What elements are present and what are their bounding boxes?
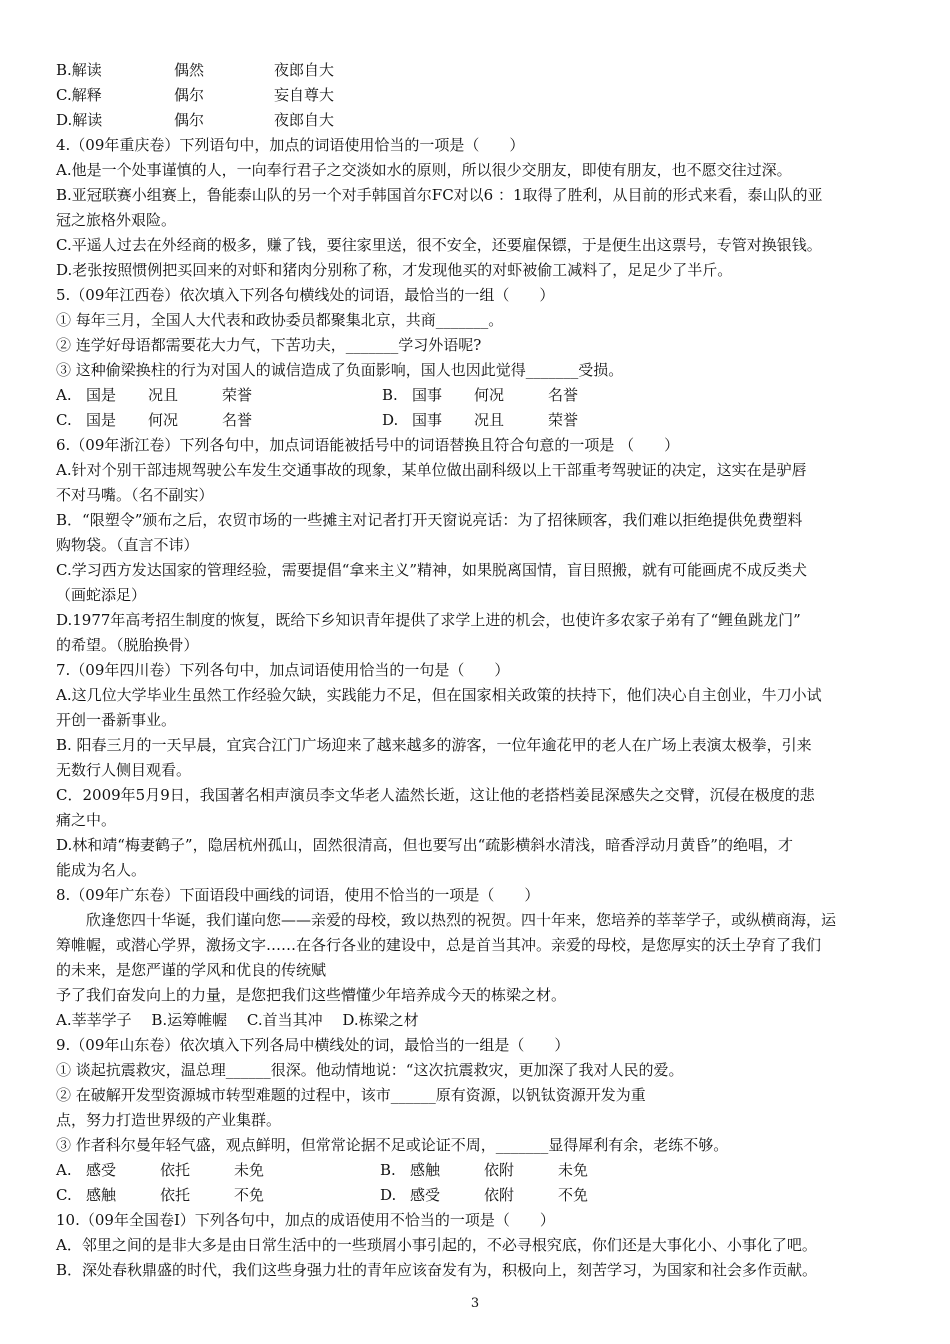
option-text: A.针对个别干部违规驾驶公车发生交通事故的现象，某单位做出副科级以上干部重考驾驶证的决定，这实在是驴唇	[56, 461, 807, 479]
passage-line: 予了我们奋发向上的力量，是您把我们这些懵懂少年培养成今天的栋梁之材。	[56, 986, 567, 1004]
question-stem: 8.（09年广东卷）下面语段中画线的词语，使用不恰当的一项是（ ）	[56, 886, 540, 904]
option-text: D.林和靖“梅妻鹤子”，隐居杭州孤山，固然很清高，但也要写出“疏影横斜水清浅，暗香浮动月黄昏”的绝唱，才	[56, 836, 793, 854]
option-row: C. 国是 何况 名誉 D. 国事 况且 荣誉	[56, 411, 579, 429]
sentence: ③ 作者科尔曼年轻气盛，观点鲜明，但常常论据不足或论证不周，_______显得犀利有余，老练不够。	[56, 1136, 729, 1154]
option-text: 不对马嘴。（名不副实）	[56, 486, 214, 504]
option-row: C.解释 偶尔 妄自尊大	[56, 86, 335, 104]
document-page	[56, 58, 896, 1283]
option-text: B．深处春秋鼎盛的时代，我们这些身强力壮的青年应该奋发有为，积极向上，刻苦学习，为国家和社会多作贡献。	[56, 1261, 818, 1279]
option-row: C. 感触 依托 不免 D. 感受 依附 不免	[56, 1186, 589, 1204]
option-text: 无数行人侧目观看。	[56, 761, 192, 779]
option-text: B.亚冠联赛小组赛上，鲁能泰山队的另一个对手韩国首尔FC对以6 ：1取得了胜利，从目前的形式来看，泰山队的亚	[56, 186, 823, 204]
option-text: C.平遥人过去在外经商的极多，赚了钱，要往家里送，很不安全，还要雇保镖，于是便生出这票号，专管对换银钱。	[56, 236, 822, 254]
option-text: B．“限塑令”颁布之后，农贸市场的一些摊主对记者打开天窗说亮话：为了招徕顾客，我们难以拒绝提供免费塑料	[56, 511, 803, 529]
option-row: A. 感受 依托 未免 B. 感触 依附 未免	[56, 1161, 589, 1179]
sentence: 点，努力打造世界级的产业集群。	[56, 1111, 282, 1129]
option-row: A.莘莘学子 B.运筹帷幄 C.首当其冲 D.栋梁之材	[56, 1011, 419, 1029]
question-stem: 10.（09年全国卷Ⅰ）下列各句中，加点的成语使用不恰当的一项是（ ）	[56, 1211, 555, 1229]
option-row: D.解读 偶尔 夜郎自大	[56, 111, 335, 129]
option-text: D.1977年高考招生制度的恢复，既给下乡知识青年提供了求学上进的机会，也使许多农家子弟有了“鲤鱼跳龙门”	[56, 611, 801, 629]
option-text: D.老张按照惯例把买回来的对虾和猪肉分别称了称，才发现他买的对虾被偷工减料了，足足少了半斤。	[56, 261, 733, 279]
sentence: ② 连学好母语都需要花大力气，下苦功夫，_______学习外语呢?	[56, 336, 482, 354]
question-stem: 9.（09年山东卷）依次填入下列各局中横线处的词，最恰当的一组是（ ）	[56, 1036, 570, 1054]
sentence: ② 在破解开发型资源城市转型难题的过程中，该市______原有资源，以钒钛资源开发为重	[56, 1086, 646, 1104]
question-stem: 5.（09年江西卷）依次填入下列各句横线处的词语，最恰当的一组（ ）	[56, 286, 555, 304]
option-text: 冠之旅格外艰险。	[56, 211, 177, 229]
option-text: 购物袋。（直言不讳）	[56, 536, 199, 554]
option-row: B.解读 偶然 夜郎自大	[56, 61, 335, 79]
option-text: C．2009年5月9日，我国著名相声演员李文华老人溘然长逝，这让他的老搭档姜昆深感失之交臂，沉侵在极度的悲	[56, 786, 815, 804]
passage-line: 欣逢您四十华诞，我们谨向您——亲爱的母校，致以热烈的祝贺。四十年来，您培养的莘莘学子，或纵横商海，运	[86, 911, 837, 929]
option-text: 痛之中。	[56, 811, 117, 829]
option-text: （画蛇添足）	[56, 586, 147, 604]
sentence: ① 谈起抗震救灾，温总理______很深。他动情地说：“这次抗震救灾，更加深了我对人民的爱。	[56, 1061, 684, 1079]
sentence: ① 每年三月，全国人大代表和政协委员都聚集北京，共商_______。	[56, 311, 504, 329]
question-stem: 4.（09年重庆卷）下列语句中，加点的词语使用恰当的一项是（ ）	[56, 136, 525, 154]
question-stem: 7.（09年四川卷）下列各句中，加点词语使用恰当的一句是（ ）	[56, 661, 510, 679]
option-text: A.他是一个处事谨慎的人，一向奉行君子之交淡如水的原则，所以很少交朋友，即使有朋友，也不愿交往过深。	[56, 161, 792, 179]
question-stem: 6.（09年浙江卷）下列各句中，加点词语能被括号中的词语替换且符合句意的一项是 （ ）	[56, 436, 680, 454]
page-number: 3	[470, 1296, 480, 1311]
option-row: A. 国是 况且 荣誉 B. 国事 何况 名誉	[56, 386, 579, 404]
option-text: A．邻里之间的是非大多是由日常生活中的一些琐屑小事引起的，不必寻根究底，你们还是大事化小、小事化了吧。	[56, 1236, 817, 1254]
option-text: B. 阳春三月的一天早晨，宜宾合江门广场迎来了越来越多的游客，一位年逾花甲的老人在广场上表演太极拳，引来	[56, 736, 812, 754]
passage-line: 筹帷幄，或潜心学界，激扬文字……在各行各业的建设中，总是首当其冲。亲爱的母校，是您厚实的沃土孕育了我们	[56, 936, 822, 954]
option-text: 的希望。（脱胎换骨）	[56, 636, 199, 654]
option-text: 能成为名人。	[56, 861, 147, 879]
option-text: C.学习西方发达国家的管理经验，需要提倡“拿来主义”精神，如果脱离国情，盲目照搬，就有可能画虎不成反类犬	[56, 561, 808, 579]
option-text: 开创一番新事业。	[56, 711, 177, 729]
option-text: A.这几位大学毕业生虽然工作经验欠缺，实践能力不足，但在国家相关政策的扶持下，他们决心自主创业，牛刀小试	[56, 686, 822, 704]
sentence: ③ 这种偷梁换柱的行为对国人的诚信造成了负面影响，国人也因此觉得_______受损。	[56, 361, 624, 379]
passage-line: 的未来，是您严谨的学风和优良的传统赋	[56, 961, 327, 979]
